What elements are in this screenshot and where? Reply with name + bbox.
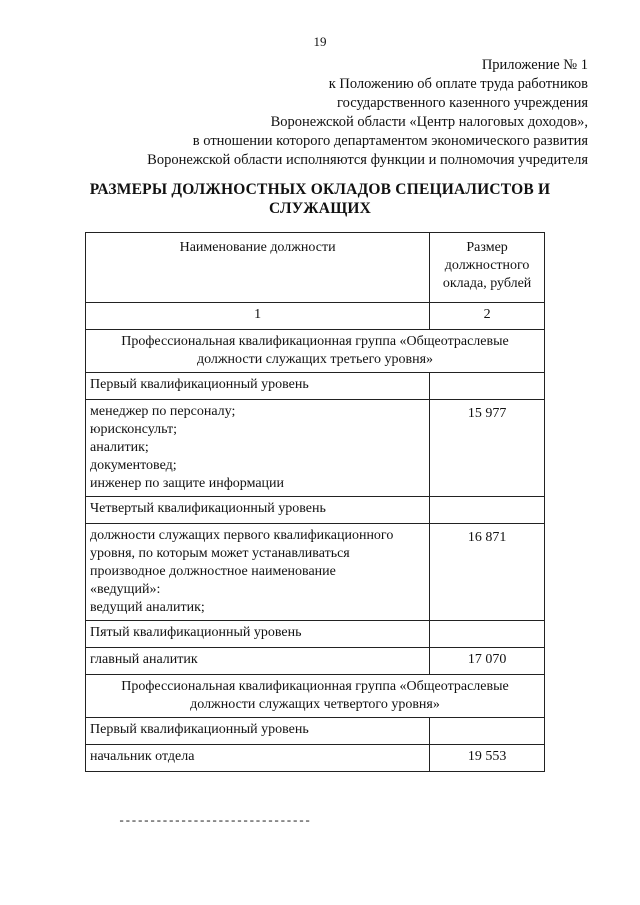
positions-row [86,524,545,621]
footer-dash-line: ------------------------------- [118,814,311,828]
position-item: главный аналитик [86,648,430,675]
position-item: производное должностное наименование [90,564,336,579]
level-row [86,621,545,648]
position-item: начальник отдела [86,745,430,772]
document-title [60,180,580,218]
group-title [86,330,545,373]
position-item: должности служащих первого квалификационного [90,528,394,543]
level-title: Первый квалификационный уровень [86,373,430,400]
level-title: Первый квалификационный уровень [86,718,430,745]
position-item: «ведущий»: [90,582,161,597]
level-salary-empty [430,497,545,524]
position-item: юрисконсульт; [90,422,178,437]
appendix-line: в отношении которого департаментом экономического развития [192,133,588,149]
level-row [86,497,545,524]
level-title: Четвертый квалификационный уровень [86,497,430,524]
level-salary-empty [430,621,545,648]
position-item: менеджер по персоналу; [90,404,236,419]
group-title-line: Профессиональная квалификационная группа «Общеотраслевые [121,334,509,349]
column-number: 2 [430,303,545,330]
group-title-line: должности служащих третьего уровня» [196,352,434,367]
position-item: аналитик; [90,440,149,455]
header-salary [430,233,545,303]
positions-row [86,648,545,675]
positions-list [86,400,430,497]
level-salary-empty [430,718,545,745]
salary-value: 17 070 [430,648,545,675]
group-title-line: Профессиональная квалификационная группа «Общеотраслевые [121,679,509,694]
position-item: ведущий аналитик; [90,600,205,615]
salary-table [85,232,545,772]
appendix-line: Воронежской области исполняются функции и полномочия учредителя [147,152,588,168]
level-row [86,718,545,745]
level-title: Пятый квалификационный уровень [86,621,430,648]
title-line: РАЗМЕРЫ ДОЛЖНОСТНЫХ ОКЛАДОВ СПЕЦИАЛИСТОВ И [89,181,551,198]
group-title [86,675,545,718]
title-line: СЛУЖАЩИХ [268,200,372,217]
group-title-line: должности служащих четвертого уровня» [190,697,440,712]
group-row [86,330,545,373]
positions-list [86,524,430,621]
salary-value: 19 553 [430,745,545,772]
table-header-row [86,233,545,303]
position-item: документовед; [90,458,177,473]
header-salary-line: оклада, рублей [442,276,532,291]
group-row [86,675,545,718]
appendix-header [147,56,588,170]
position-item: инженер по защите информации [90,476,285,491]
positions-row [86,745,545,772]
page-number: 19 [313,34,327,49]
header-salary-line: Размер [466,240,508,255]
appendix-line: Приложение № 1 [481,57,588,73]
header-salary-line: должностного [444,258,530,273]
level-salary-empty [430,373,545,400]
appendix-line: Воронежской области «Центр налоговых доходов», [270,114,588,130]
column-number: 1 [86,303,430,330]
salary-value: 15 977 [430,400,545,497]
column-number-row [86,303,545,330]
salary-value: 16 871 [430,524,545,621]
position-item: уровня, по которым может устанавливаться [90,546,350,561]
appendix-line: к Положению об оплате труда работников [328,76,588,92]
header-position-name: Наименование должности [86,233,430,303]
appendix-line: государственного казенного учреждения [337,95,588,111]
level-row [86,373,545,400]
positions-row [86,400,545,497]
